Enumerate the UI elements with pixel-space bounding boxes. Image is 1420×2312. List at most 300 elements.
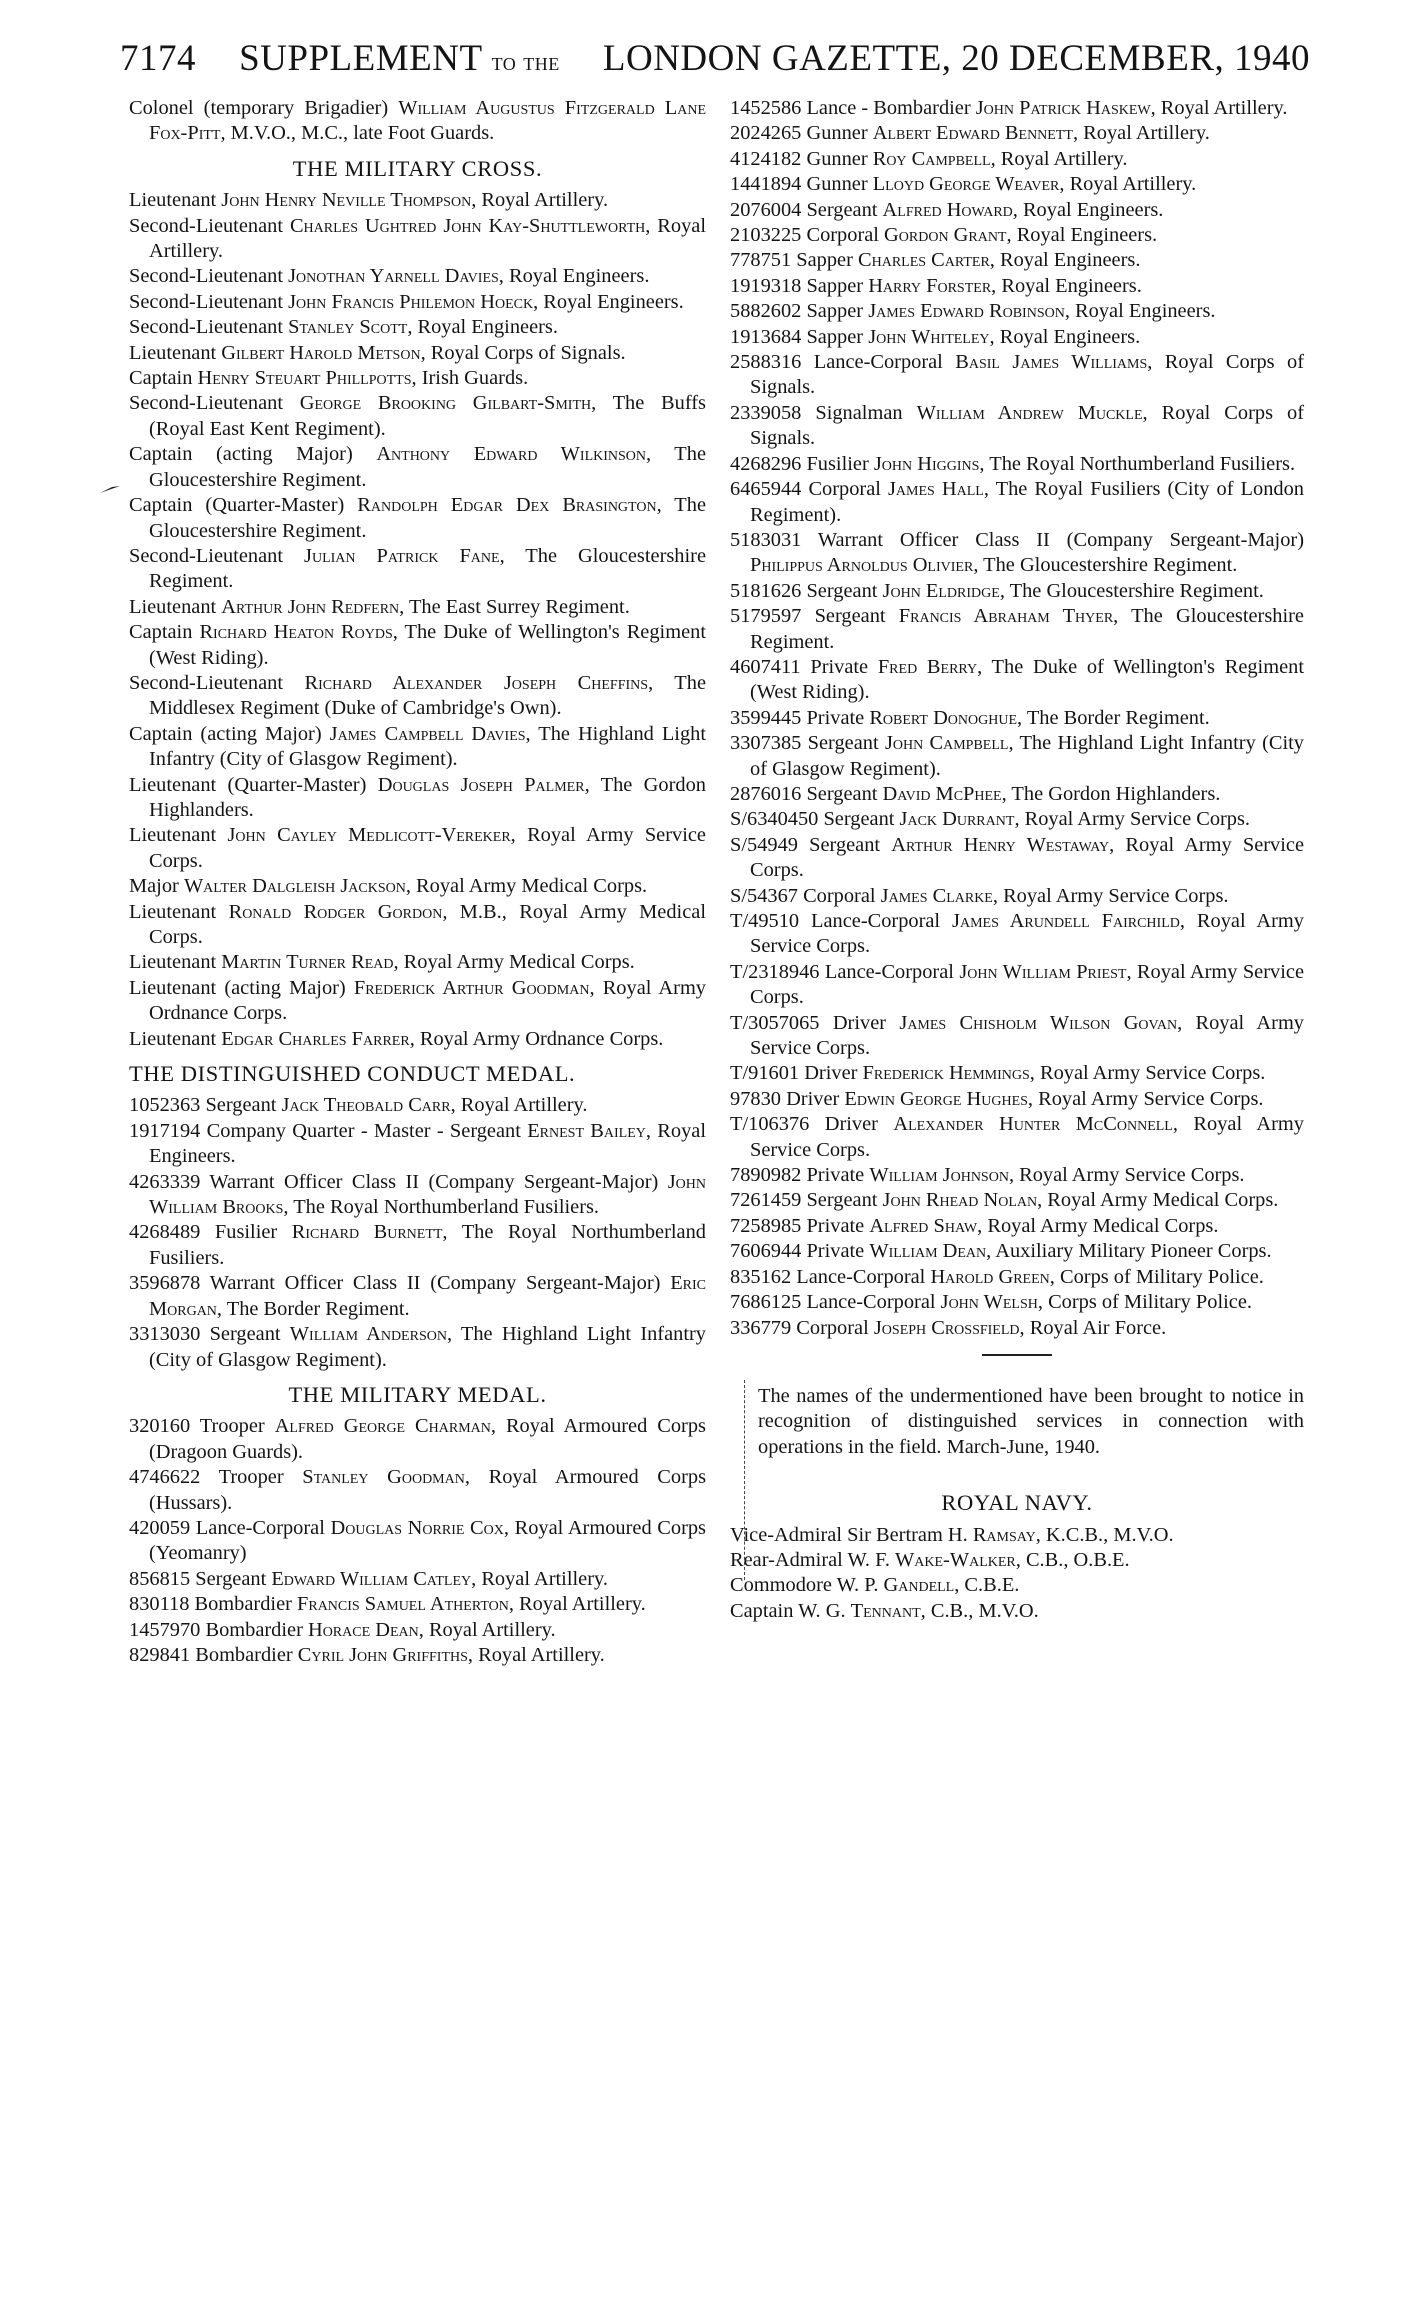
list-item — [129, 391, 706, 442]
entry-prefix: 7258985 Private — [730, 1214, 870, 1237]
entry-suffix: , Royal Army Service Corps. — [1029, 1062, 1266, 1085]
list-item — [129, 1119, 706, 1170]
entry-prefix: 4268489 Fusilier — [129, 1221, 292, 1244]
list-item — [129, 1271, 706, 1322]
entry-suffix: , Royal Artillery. — [508, 1593, 646, 1616]
entry-suffix: , The Border Regiment. — [1017, 706, 1210, 729]
entry-prefix: 2876016 Sergeant — [730, 782, 883, 805]
entry-suffix: , Royal Army Service Corps. — [1008, 1164, 1245, 1187]
list-item — [730, 172, 1304, 197]
list-item — [730, 1011, 1304, 1062]
entry-prefix: 4746622 Trooper — [129, 1466, 303, 1489]
entry-prefix: 2103225 Corporal — [730, 224, 885, 247]
list-item — [129, 900, 706, 951]
list-item — [730, 350, 1304, 401]
entry-name: Horace Dean — [307, 1618, 419, 1641]
entry-suffix: , The Highland Light Infantry (City of Glasgow Regiment). — [149, 722, 707, 771]
entry-prefix: 1917194 Company Quarter - Master - Sergeant — [129, 1119, 528, 1142]
list-item — [129, 1093, 706, 1118]
list-item — [730, 1290, 1304, 1315]
entry-prefix: 5179597 Sergeant — [730, 605, 899, 628]
entry-name: Frederick Arthur Goodman — [353, 976, 590, 999]
entry-prefix: 1913684 Sapper — [730, 325, 869, 348]
entry-prefix: Lieutenant — [129, 824, 228, 847]
entry-suffix: , Royal Corps of Signals. — [420, 341, 626, 364]
list-item — [129, 823, 706, 874]
entry-suffix: , Royal Artillery. — [471, 1567, 608, 1590]
entries-top — [129, 96, 706, 147]
list-item — [129, 1516, 706, 1567]
entry-name: Frederick Hemmings — [862, 1062, 1030, 1085]
title-supplement: SUPPLEMENT — [239, 37, 482, 79]
entry-suffix: , Royal Artillery. — [467, 1643, 605, 1666]
entry-name: Tennant — [850, 1599, 921, 1622]
entry-suffix: , The Middlesex Regiment (Duke of Cambridge's Own). — [149, 671, 707, 720]
list-item — [730, 121, 1304, 146]
entry-prefix: Commodore W. P. — [730, 1574, 884, 1597]
list-item — [129, 544, 706, 595]
entry-name: John William Priest — [959, 960, 1127, 983]
entry-suffix: , Royal Engineers. — [1064, 300, 1216, 323]
entry-suffix: , Royal Army Ordnance Corps. — [409, 1027, 664, 1050]
entry-prefix: Vice-Admiral Sir Bertram H. — [730, 1523, 973, 1546]
entry-prefix: S/6340450 Sergeant — [730, 808, 900, 831]
entry-suffix: , Royal Artillery. — [450, 1094, 588, 1117]
military-medal-list-left — [129, 1414, 706, 1668]
entry-name: John Welsh — [940, 1291, 1038, 1314]
list-item — [730, 1548, 1304, 1573]
entry-name: Harold Green — [930, 1265, 1050, 1288]
entry-prefix: 5183031 Warrant Officer Class II (Company Sergeant-Major) — [730, 528, 1304, 551]
pencil-bracket-mark — [744, 1380, 755, 1580]
dcm-list — [129, 1093, 706, 1372]
entry-name: John Francis Philemon Hoeck — [288, 290, 534, 313]
left-column — [129, 96, 706, 1668]
list-item — [730, 96, 1304, 121]
entry-suffix: , The Gloucestershire Regiment. — [750, 605, 1304, 653]
entry-name: Richard Alexander Joseph Cheffins — [304, 671, 649, 694]
entry-prefix: Major — [129, 875, 184, 898]
entry-suffix: , The Royal Northumberland Fusiliers. — [283, 1196, 600, 1219]
list-item — [129, 950, 706, 975]
heading-military-cross: THE MILITARY CROSS. — [292, 155, 543, 181]
list-item — [730, 807, 1304, 832]
entry-name: Wake-Walker — [895, 1548, 1016, 1571]
list-item — [730, 731, 1304, 782]
entry-prefix: 3596878 Warrant Officer Class II (Company Sergeant-Major) — [129, 1272, 671, 1295]
entry-name: John Eldridge — [882, 579, 1000, 602]
entry-suffix: , The Gordon Highlanders. — [149, 773, 706, 821]
entry-prefix: 4607411 Private — [730, 655, 878, 678]
entry-prefix: 3599445 Private — [730, 706, 870, 729]
entry-prefix: 4268296 Fusilier — [730, 452, 874, 475]
entry-prefix: Second-Lieutenant — [129, 265, 289, 288]
entry-prefix: 1452586 Lance - Bombardier — [730, 97, 976, 119]
entry-name: William Dean — [869, 1240, 987, 1263]
entry-name: Ramsay — [972, 1523, 1036, 1546]
list-item — [129, 1027, 706, 1052]
entry-suffix: , Royal Army Service Corps. — [1027, 1087, 1264, 1110]
page-title — [196, 37, 603, 80]
entry-suffix: , Corps of Military Police. — [1037, 1291, 1252, 1314]
entry-suffix: , Royal Army Service Corps. — [750, 910, 1304, 958]
entry-prefix: Rear-Admiral W. F. — [730, 1548, 896, 1571]
entry-prefix: 336779 Corporal — [730, 1316, 874, 1339]
entry-name: James Edward Robinson — [868, 300, 1065, 323]
list-item — [730, 706, 1304, 731]
entry-suffix: , The Royal Northumberland Fusiliers. — [979, 452, 1296, 475]
entry-name: Douglas Joseph Palmer — [377, 773, 585, 796]
entry-name: Edwin George Hughes — [844, 1087, 1028, 1110]
list-item — [730, 1573, 1304, 1598]
entry-prefix: 7890982 Private — [730, 1164, 870, 1187]
entry-suffix: , The Border Regiment. — [216, 1297, 410, 1320]
entry-suffix: , Royal Army Service Corps. — [750, 833, 1304, 882]
entry-prefix: Lieutenant — [129, 900, 229, 923]
entry-name: James Chisholm Wilson Govan — [899, 1011, 1178, 1034]
entry-suffix: , The Duke of Wellington's Regiment (West Riding). — [750, 655, 1304, 704]
entry-prefix: 4124182 Gunner — [730, 147, 873, 170]
entry-suffix: , Royal Army Medical Corps. — [1037, 1189, 1279, 1212]
entry-suffix: , Royal Engineers. — [1006, 224, 1158, 247]
entry-name: William Anderson — [289, 1323, 447, 1346]
list-item — [730, 833, 1304, 884]
entry-suffix: , Royal Corps of Signals. — [750, 351, 1305, 399]
list-item — [730, 325, 1304, 350]
entry-prefix: Captain (Quarter-Master) — [129, 494, 358, 517]
list-item — [730, 528, 1304, 579]
entry-prefix: Second-Lieutenant — [129, 671, 305, 694]
entry-suffix: , K.C.B., M.V.O. — [1035, 1523, 1174, 1546]
list-item — [129, 874, 706, 899]
entry-name: John Whiteley — [868, 325, 990, 348]
entry-name: John William Brooks — [149, 1170, 706, 1219]
entry-suffix: , Royal Army Service Corps. — [992, 884, 1229, 907]
list-item — [129, 671, 706, 722]
entry-name: Charles Carter — [858, 249, 990, 272]
entry-suffix: , Royal Armoured Corps (Hussars). — [149, 1466, 707, 1514]
list-item — [129, 1170, 706, 1221]
list-item — [730, 1523, 1304, 1548]
list-item — [129, 976, 706, 1027]
list-item — [129, 264, 706, 289]
entry-name: James Campbell Davies — [329, 722, 526, 745]
entry-suffix: , C.B., M.V.O. — [920, 1599, 1039, 1622]
list-item — [730, 452, 1304, 477]
list-item — [730, 401, 1304, 452]
list-item — [730, 884, 1304, 909]
entry-suffix: , Royal Artillery. — [1059, 173, 1197, 196]
list-item — [730, 1239, 1304, 1264]
entry-name: Ronald Rodger Gordon — [228, 900, 443, 923]
military-cross-list — [129, 188, 706, 1052]
entry-suffix: , Irish Guards. — [411, 367, 529, 390]
heading-military-medal: THE MILITARY MEDAL. — [288, 1381, 547, 1407]
entry-prefix: 1441894 Gunner — [730, 173, 873, 196]
page-header — [120, 28, 1310, 88]
entry-name: Walter Dalgleish Jackson — [183, 875, 406, 898]
list-item — [129, 620, 706, 671]
entry-suffix: , Royal Engineers. — [989, 249, 1141, 272]
entry-name: John Campbell — [884, 732, 1009, 755]
entry-suffix: , The East Surrey Regiment. — [399, 595, 630, 618]
entry-prefix: T/3057065 Driver — [730, 1011, 900, 1034]
entry-prefix: 97830 Driver — [730, 1087, 845, 1110]
entry-suffix: , Royal Engineers. — [991, 274, 1142, 297]
entry-prefix: T/106376 Driver — [730, 1113, 894, 1136]
entry-name: Basil James Williams — [955, 351, 1148, 374]
list-item — [129, 1567, 706, 1592]
entry-suffix: , Royal Army Service Corps. — [149, 824, 706, 872]
list-item — [129, 1618, 706, 1643]
list-item — [730, 579, 1304, 604]
entry-suffix: , Royal Engineers. — [498, 265, 650, 288]
list-item — [730, 223, 1304, 248]
entry-suffix: , Royal Corps of Signals. — [750, 401, 1304, 450]
entry-name: Stanley Goodman — [302, 1466, 465, 1489]
title-to-the: to the — [491, 46, 560, 76]
entry-name: Randolph Edgar Dex Brasington — [357, 494, 657, 517]
entry-name: Arthur John Redfern — [221, 595, 400, 618]
entry-prefix: 829841 Bombardier — [129, 1643, 298, 1666]
list-item — [730, 909, 1304, 960]
entry-name: Martin Turner Read — [221, 951, 394, 974]
entry-prefix: Lieutenant — [129, 189, 222, 212]
list-item — [129, 1465, 706, 1516]
entry-name: Arthur Henry Westaway — [891, 833, 1110, 856]
entry-prefix: Lieutenant (Quarter-Master) — [129, 773, 378, 796]
entry-prefix: Captain — [129, 367, 198, 390]
right-column — [730, 96, 1304, 1624]
entry-name: Roy Campbell — [872, 147, 991, 170]
entry-name: William Augustus Fitzgerald Lane Fox-Pitt — [149, 97, 706, 145]
entry-prefix: 3313030 Sergeant — [129, 1323, 290, 1346]
entry-suffix: , C.B., O.B.E. — [1015, 1548, 1130, 1571]
entry-suffix: , Royal Artillery. — [149, 214, 706, 263]
entry-prefix: 420059 Lance-Corporal — [129, 1516, 331, 1539]
entry-name: Lloyd George Weaver — [872, 173, 1060, 196]
entry-suffix: , The Gloucestershire Regiment. — [149, 443, 706, 491]
entry-name: James Arundell Fairchild — [952, 910, 1180, 932]
entry-prefix: 5882602 Sapper — [730, 300, 869, 323]
list-item — [730, 1214, 1304, 1239]
list-item — [730, 1188, 1304, 1213]
list-item — [730, 1112, 1304, 1163]
entry-prefix: Captain W. G. — [730, 1599, 851, 1622]
entry-prefix: 1052363 Sergeant — [129, 1094, 282, 1117]
section-divider — [982, 1354, 1052, 1356]
entry-suffix: , Royal Army Ordnance Corps. — [149, 976, 707, 1025]
entry-name: Gilbert Harold Metson — [221, 341, 421, 364]
entry-name: Robert Donoghue — [869, 706, 1018, 729]
list-item — [129, 773, 706, 824]
entry-prefix: Captain (acting Major) — [129, 443, 377, 466]
entry-prefix: 830118 Bombardier — [129, 1593, 298, 1616]
entry-name: Edward William Catley — [271, 1567, 472, 1590]
entry-suffix: , Royal Army Service Corps. — [750, 1011, 1305, 1060]
entry-prefix: 320160 Trooper — [129, 1415, 275, 1438]
entry-suffix: , Royal Air Force. — [1019, 1316, 1167, 1339]
entry-suffix: , Royal Army Service Corps. — [1014, 808, 1251, 831]
entry-name: Richard Burnett — [291, 1221, 443, 1244]
entry-prefix: 6465944 Corporal — [730, 478, 888, 501]
entry-prefix: 7261459 Sergeant — [730, 1189, 883, 1212]
entry-suffix: , Royal Engineers. — [407, 316, 558, 339]
list-item — [730, 1087, 1304, 1112]
heading-distinguished-conduct-medal: THE DISTINGUISHED CONDUCT MEDAL. — [129, 1061, 576, 1087]
entry-prefix: Colonel (temporary Brigadier) — [129, 97, 399, 119]
royal-navy-list — [730, 1523, 1304, 1625]
entry-prefix: Second-Lieutenant — [129, 544, 305, 567]
list-item — [129, 188, 706, 213]
entry-suffix: , Royal Armoured Corps (Dragoon Guards). — [149, 1415, 706, 1463]
list-item — [129, 1592, 706, 1617]
entry-name: Alexander Hunter McConnell — [893, 1113, 1173, 1136]
list-item — [730, 960, 1304, 1011]
entry-prefix: 778751 Sapper — [730, 249, 858, 272]
entry-name: James Hall — [888, 478, 984, 501]
entry-name: Julian Patrick Fane — [304, 544, 500, 567]
entry-name: Alfred George Charman — [274, 1415, 491, 1438]
page-number: 7174 — [120, 37, 196, 79]
entry-name: Albert Edward Bennett — [872, 122, 1073, 145]
entry-prefix: Lieutenant — [129, 595, 222, 618]
list-item — [730, 248, 1304, 273]
entry-prefix: Captain — [129, 621, 200, 644]
entry-suffix: , Royal Army Medical Corps. — [405, 875, 648, 898]
entry-prefix: T/2318946 Lance-Corporal — [730, 960, 960, 983]
list-item — [730, 1316, 1304, 1341]
entry-name: William Andrew Muckle — [916, 401, 1143, 424]
entry-suffix: , The Highland Light Infantry (City of Glasgow Regiment). — [750, 732, 1304, 780]
list-item — [730, 198, 1304, 223]
entry-name: John Patrick Haskew — [975, 97, 1151, 119]
entry-name: Gandell — [883, 1574, 955, 1597]
list-item — [129, 341, 706, 366]
list-item — [730, 1061, 1304, 1086]
list-item — [129, 290, 706, 315]
list-item — [129, 1643, 706, 1668]
entry-name: Henry Steuart Phillpotts — [197, 367, 412, 390]
entry-suffix: , M.B., Royal Army Medical Corps. — [149, 900, 706, 948]
entry-suffix: , Royal Army Medical Corps. — [977, 1214, 1219, 1237]
entry-suffix: , Royal Engineers. — [533, 290, 684, 313]
entry-prefix: 2076004 Sergeant — [730, 198, 883, 221]
list-item — [129, 1322, 706, 1373]
entry-name: Gordon Grant — [884, 224, 1007, 247]
entry-name: Jack Durrant — [899, 808, 1015, 831]
entry-name: Jonothan Yarnell Davies — [288, 265, 499, 288]
entry-name: Jack Theobald Carr — [281, 1094, 451, 1117]
entry-name: Eric Morgan — [149, 1272, 706, 1320]
entry-prefix: 835162 Lance-Corporal — [730, 1265, 931, 1288]
military-medal-list-right — [730, 96, 1304, 1341]
notice-text: The names of the undermentioned have been brought to notice in recognition of distinguished services in connection with operations in the field. March-June, 1940. — [758, 1384, 1304, 1458]
entry-suffix: , Royal Artillery. — [471, 189, 609, 212]
entry-name: William Johnson — [869, 1164, 1009, 1187]
list-item — [730, 274, 1304, 299]
entry-name: Charles Ughtred John Kay-Shuttleworth — [289, 214, 646, 237]
entry-prefix: 2588316 Lance-Corporal — [730, 351, 956, 374]
entry-prefix: 1457970 Bombardier — [129, 1618, 308, 1641]
entry-suffix: , The Gordon Highlanders. — [1001, 782, 1221, 805]
entry-suffix: , Auxiliary Military Pioneer Corps. — [986, 1240, 1272, 1263]
list-item — [730, 147, 1304, 172]
entry-prefix: Lieutenant — [129, 1027, 222, 1050]
entry-suffix: , Royal Engineers. — [1012, 198, 1164, 221]
entry-suffix: , Royal Artillery. — [1072, 122, 1210, 145]
entry-name: John Henry Neville Thompson — [221, 189, 472, 212]
entry-suffix: , The Buffs (Royal East Kent Regiment). — [149, 392, 706, 440]
entry-suffix: , Corps of Military Police. — [1049, 1265, 1264, 1288]
entry-suffix: , The Royal Northumberland Fusiliers. — [149, 1221, 706, 1269]
entry-prefix: Captain (acting Major) — [129, 722, 330, 745]
entry-suffix: , Royal Artillery. — [990, 147, 1128, 170]
list-item — [730, 782, 1304, 807]
entry-name: Fred Berry — [877, 655, 978, 678]
list-item — [129, 366, 706, 391]
entry-name: Harry Forster — [868, 274, 992, 297]
entry-prefix: 7686125 Lance-Corporal — [730, 1291, 941, 1314]
entry-prefix: 2024265 Gunner — [730, 122, 873, 145]
list-item — [129, 722, 706, 773]
entry-suffix: , Royal Engineers. — [989, 325, 1141, 348]
entry-suffix: , Royal Army Service Corps. — [750, 1113, 1304, 1161]
entry-prefix: T/91601 Driver — [730, 1062, 863, 1085]
entry-prefix: 4263339 Warrant Officer Class II (Company Sergeant-Major) — [129, 1170, 668, 1193]
entry-name: John Higgins — [873, 452, 980, 475]
entry-prefix: S/54367 Corporal — [730, 884, 881, 907]
title-gazette-date: LONDON GAZETTE, 20 DECEMBER, 1940 — [602, 37, 1310, 79]
list-item — [129, 96, 706, 147]
entry-suffix: , Royal Army Medical Corps. — [393, 951, 635, 974]
entry-suffix: , The Highland Light Infantry (City of Glasgow Regiment). — [149, 1323, 706, 1371]
entry-suffix: , The Gloucestershire Regiment. — [149, 544, 706, 593]
entry-suffix: , The Duke of Wellington's Regiment (West Riding). — [149, 621, 706, 669]
list-item — [730, 299, 1304, 324]
entry-name: Douglas Norrie Cox — [330, 1516, 504, 1539]
entry-prefix: Lieutenant (acting Major) — [129, 976, 354, 999]
entry-suffix: , The Gloucestershire Regiment. — [973, 554, 1238, 577]
entry-suffix: , C.B.E. — [954, 1574, 1020, 1597]
entry-suffix: , Royal Army Service Corps. — [750, 960, 1304, 1009]
entry-name: Alfred Howard — [882, 198, 1013, 221]
entry-prefix: Lieutenant — [129, 341, 222, 364]
entry-suffix: , The Royal Fusiliers (City of London Regiment). — [750, 478, 1304, 526]
heading-royal-navy: ROYAL NAVY. — [941, 1490, 1093, 1516]
entry-prefix: 2339058 Signalman — [730, 401, 917, 424]
entry-prefix: S/54949 Sergeant — [730, 833, 892, 856]
entry-name: Alfred Shaw — [869, 1214, 978, 1237]
entry-name: Edgar Charles Farrer — [221, 1027, 410, 1050]
entry-name: Joseph Crossfield — [873, 1316, 1020, 1339]
entry-prefix: T/49510 Lance-Corporal — [730, 910, 953, 932]
list-item — [129, 595, 706, 620]
entry-name: James Clarke — [880, 884, 993, 907]
entry-suffix: , The Gloucestershire Regiment. — [999, 579, 1264, 602]
list-item — [129, 1414, 706, 1465]
entry-name: Francis Abraham Thyer — [898, 605, 1114, 628]
entry-prefix: Second-Lieutenant — [129, 392, 300, 415]
entry-suffix: , Royal Artillery. — [1150, 97, 1288, 119]
list-item — [730, 1163, 1304, 1188]
list-item — [730, 477, 1304, 528]
entry-suffix: , Royal Armoured Corps (Yeomanry) — [149, 1516, 706, 1565]
entry-name: Anthony Edward Wilkinson — [376, 443, 647, 466]
entry-prefix: 5181626 Sergeant — [730, 579, 883, 602]
list-item — [730, 655, 1304, 706]
list-item — [730, 1265, 1304, 1290]
